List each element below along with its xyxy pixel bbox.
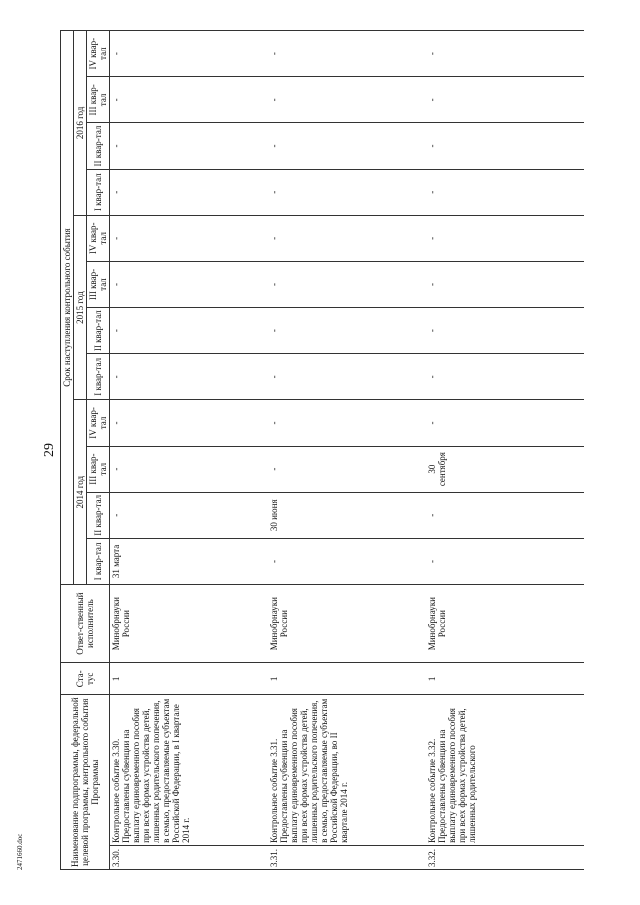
header-executor: Ответ-ственный исполнитель bbox=[61, 585, 110, 663]
row-number: 3.32. bbox=[426, 845, 584, 869]
header-quarter: I квар-тал bbox=[87, 538, 110, 584]
deadline-cell: 31 марта bbox=[110, 538, 269, 584]
deadline-cell: - bbox=[268, 261, 426, 307]
deadline-cell: - bbox=[426, 308, 584, 354]
header-quarter: II квар-тал bbox=[87, 492, 110, 538]
row-number: 3.31. bbox=[268, 845, 426, 869]
header-status: Ста-тус bbox=[61, 663, 110, 695]
event-executor: Минобрнауки России bbox=[268, 585, 426, 663]
header-quarter: I квар-тал bbox=[87, 354, 110, 400]
header-quarter: IV квар-тал bbox=[87, 31, 110, 77]
deadline-cell: - bbox=[110, 31, 269, 77]
deadline-cell: - bbox=[426, 123, 584, 169]
event-status: 1 bbox=[426, 663, 584, 695]
deadline-cell: - bbox=[426, 77, 584, 123]
deadline-cell: - bbox=[426, 538, 584, 584]
deadline-cell: - bbox=[110, 215, 269, 261]
event-executor: Минобрнауки России bbox=[110, 585, 269, 663]
deadline-cell: - bbox=[268, 400, 426, 446]
event-status: 1 bbox=[268, 663, 426, 695]
header-year-2016: 2016 год bbox=[74, 31, 87, 216]
header-quarter: IV квар-тал bbox=[87, 400, 110, 446]
deadline-cell: - bbox=[268, 123, 426, 169]
event-name: Контрольное событие 3.32. Предоставлены субвенции на выплату единовременного пособия при всех формах устройства детей, лишенных родительского bbox=[426, 695, 584, 846]
deadline-cell: - bbox=[426, 354, 584, 400]
header-deadline: Срок наступления контрольного события bbox=[61, 31, 74, 585]
deadline-cell: - bbox=[268, 308, 426, 354]
deadline-cell: - bbox=[426, 492, 584, 538]
deadline-cell: - bbox=[110, 308, 269, 354]
deadline-cell: - bbox=[110, 492, 269, 538]
deadline-cell: - bbox=[268, 215, 426, 261]
deadline-cell: - bbox=[110, 446, 269, 492]
header-quarter: II квар-тал bbox=[87, 308, 110, 354]
deadline-cell: - bbox=[110, 169, 269, 215]
document-footer: 2471660.doc bbox=[16, 833, 24, 870]
event-name: Контрольное событие 3.30. Предоставлены субвенции на выплату единовременного пособия при всех формах устройства детей, лишенных родительского попечения, в семью, предоставляемые субъектам Российской Федерации, в I квартале 2014 г. bbox=[110, 695, 269, 846]
row-number: 3.30. bbox=[110, 845, 269, 869]
deadline-cell: - bbox=[426, 400, 584, 446]
deadline-cell: - bbox=[268, 538, 426, 584]
deadline-cell: - bbox=[268, 77, 426, 123]
deadline-cell: 30 июня bbox=[268, 492, 426, 538]
header-year-2014: 2014 год bbox=[74, 400, 87, 585]
deadline-cell: - bbox=[426, 215, 584, 261]
header-quarter: I квар-тал bbox=[87, 169, 110, 215]
header-name: Наименование подпрограммы, федеральной целевой программы, контрольного события Программы bbox=[61, 695, 110, 870]
header-year-2015: 2015 год bbox=[74, 215, 87, 400]
deadline-cell: - bbox=[268, 169, 426, 215]
deadline-cell: - bbox=[426, 261, 584, 307]
deadline-cell: - bbox=[110, 123, 269, 169]
deadline-cell: - bbox=[268, 354, 426, 400]
table-row bbox=[110, 31, 269, 870]
deadline-cell: 30 сентября bbox=[426, 446, 584, 492]
control-events-table bbox=[60, 30, 584, 870]
table-row bbox=[426, 31, 584, 870]
event-status: 1 bbox=[110, 663, 269, 695]
deadline-cell: - bbox=[110, 400, 269, 446]
event-name: Контрольное событие 3.31. Предоставлены субвенции на выплату единовременного пособия при всех формах устройства детей, лишенных родительского попечения, в семью, предоставляемые субъектам Российской Федерации, во II квартале 2014 г. bbox=[268, 695, 426, 846]
deadline-cell: - bbox=[110, 77, 269, 123]
deadline-cell: - bbox=[426, 169, 584, 215]
deadline-cell: - bbox=[110, 261, 269, 307]
deadline-cell: - bbox=[268, 446, 426, 492]
deadline-cell: - bbox=[268, 31, 426, 77]
page-number: 29 bbox=[42, 443, 57, 457]
deadline-cell: - bbox=[110, 354, 269, 400]
rotated-table-container bbox=[60, 30, 580, 870]
event-executor: Минобрнауки России bbox=[426, 585, 584, 663]
table-row bbox=[268, 31, 426, 870]
header-quarter: III квар-тал bbox=[87, 261, 110, 307]
header-quarter: II квар-тал bbox=[87, 123, 110, 169]
deadline-cell: - bbox=[426, 31, 584, 77]
header-quarter: IV квар-тал bbox=[87, 215, 110, 261]
header-quarter: III квар-тал bbox=[87, 77, 110, 123]
header-quarter: III квар-тал bbox=[87, 446, 110, 492]
